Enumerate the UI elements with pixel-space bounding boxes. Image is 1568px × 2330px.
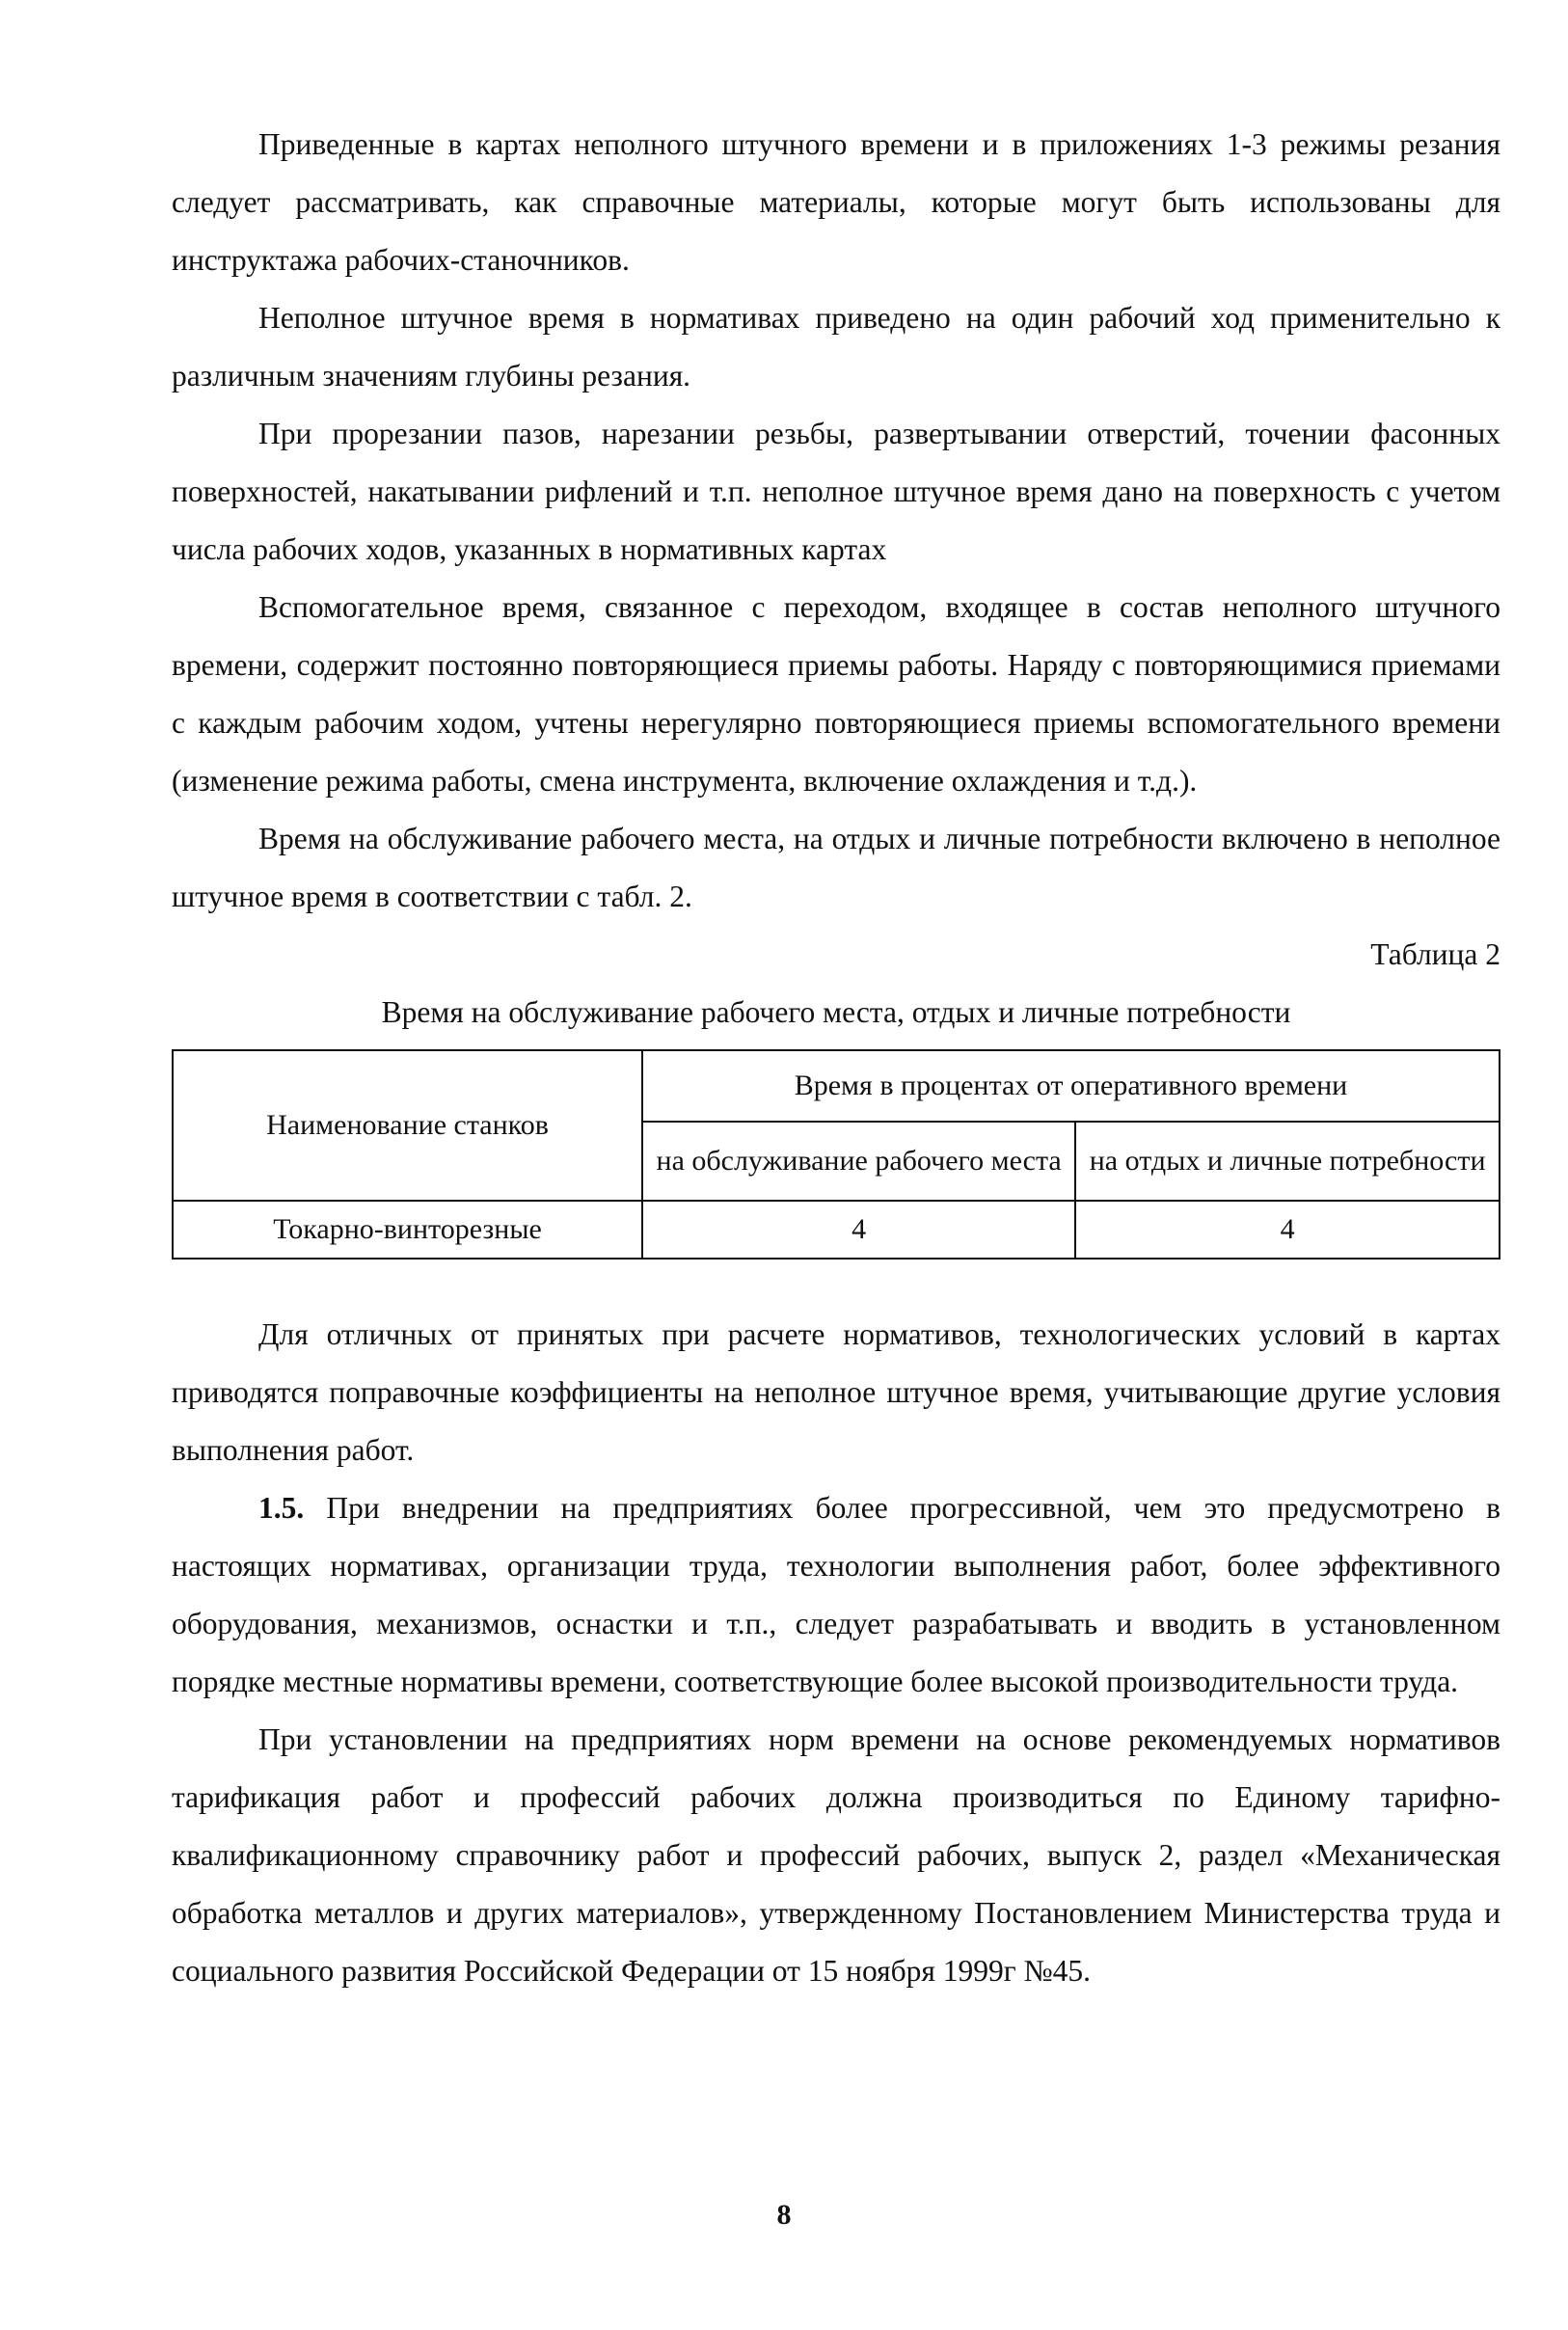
paragraph-section-1-5: [172, 1479, 1500, 1711]
service-subheader: на обслуживание рабочего места: [642, 1122, 1075, 1201]
machine-name-cell: Токарно-винторезные: [173, 1201, 642, 1259]
page-number: 8: [776, 2199, 792, 2231]
percent-group-header: Время в процентах от оперативного времени: [642, 1050, 1500, 1122]
paragraph-correction-coefficients: Для отличных от принятых при расчете нормативов, технологических условий в картах приводятся поправочные коэффициенты на неполное штучное время, учитывающие другие условия выполнения работ.: [172, 1317, 1500, 1467]
rest-subheader: на отдых и личные потребности: [1075, 1122, 1500, 1201]
service-value-cell: 4: [642, 1201, 1075, 1259]
paragraph-service-time: Время на обслуживание рабочего места, на отдых и личные потребности включено в неполное штучное время в соответствии с табл. 2.: [172, 822, 1500, 913]
section-number: 1.5.: [258, 1491, 305, 1525]
paragraph-reference-modes: Приведенные в картах неполного штучного времени и в приложениях 1-3 режимы резания следует рассматривать, как справочные материалы, которые могут быть использованы для инструктажа рабочих-станочников.: [172, 127, 1500, 277]
service-time-table: [172, 1049, 1500, 1260]
table-number: Таблица 2: [1370, 937, 1500, 971]
table-caption: Время на обслуживание рабочего места, отдых и личные потребности: [381, 995, 1291, 1029]
paragraph-tariffing: При установлении на предприятиях норм времени на основе рекомендуемых нормативов тарификация работ и профессий рабочих должна производиться по Единому тарифно-квалификационному справочнику работ и профессий рабочих, выпуск 2, раздел «Механическая обработка металлов и других материалов», утвержденному Постановлением Министерства труда и социального развития Российской Федерации от 15 ноября 1999г №45.: [172, 1722, 1500, 1988]
rest-value-cell: 4: [1075, 1201, 1500, 1259]
paragraph-auxiliary-time: Вспомогательное время, связанное с переходом, входящее в состав неполного штучного времени, содержит постоянно повторяющиеся приемы работы. Наряду с повторяющимися приемами с каждым рабочим ходом, учтены нерегулярно повторяющиеся приемы вспомогательного времени (изменение режима работы, смена инструмента, включение охлаждения и т.д.).: [172, 590, 1500, 798]
machine-name-header: Наименование станков: [173, 1050, 642, 1201]
table-row: [173, 1201, 1500, 1259]
table-header-row: [173, 1050, 1500, 1122]
section-text: При внедрении на предприятиях более прогрессивной, чем это предусмотрено в настоящих нормативах, организации труда, технологии выполнения работ, более эффективного оборудования, механизмов, оснастки и т.п., следует разрабатывать и вводить в установленном порядке местные нормативы времени, соответствующие более высокой производительности труда.: [172, 1491, 1500, 1698]
paragraph-grooves-threads: При прорезании пазов, нарезании резьбы, развертывании отверстий, точении фасонных поверхностей, накатывании рифлений и т.п. неполное штучное время дано на поверхность с учетом числа рабочих ходов, указанных в нормативных картах: [172, 417, 1500, 566]
paragraph-per-pass-time: Неполное штучное время в нормативах приведено на один рабочий ход применительно к различным значениям глубины резания.: [172, 301, 1500, 393]
document-page: [172, 116, 1500, 2000]
